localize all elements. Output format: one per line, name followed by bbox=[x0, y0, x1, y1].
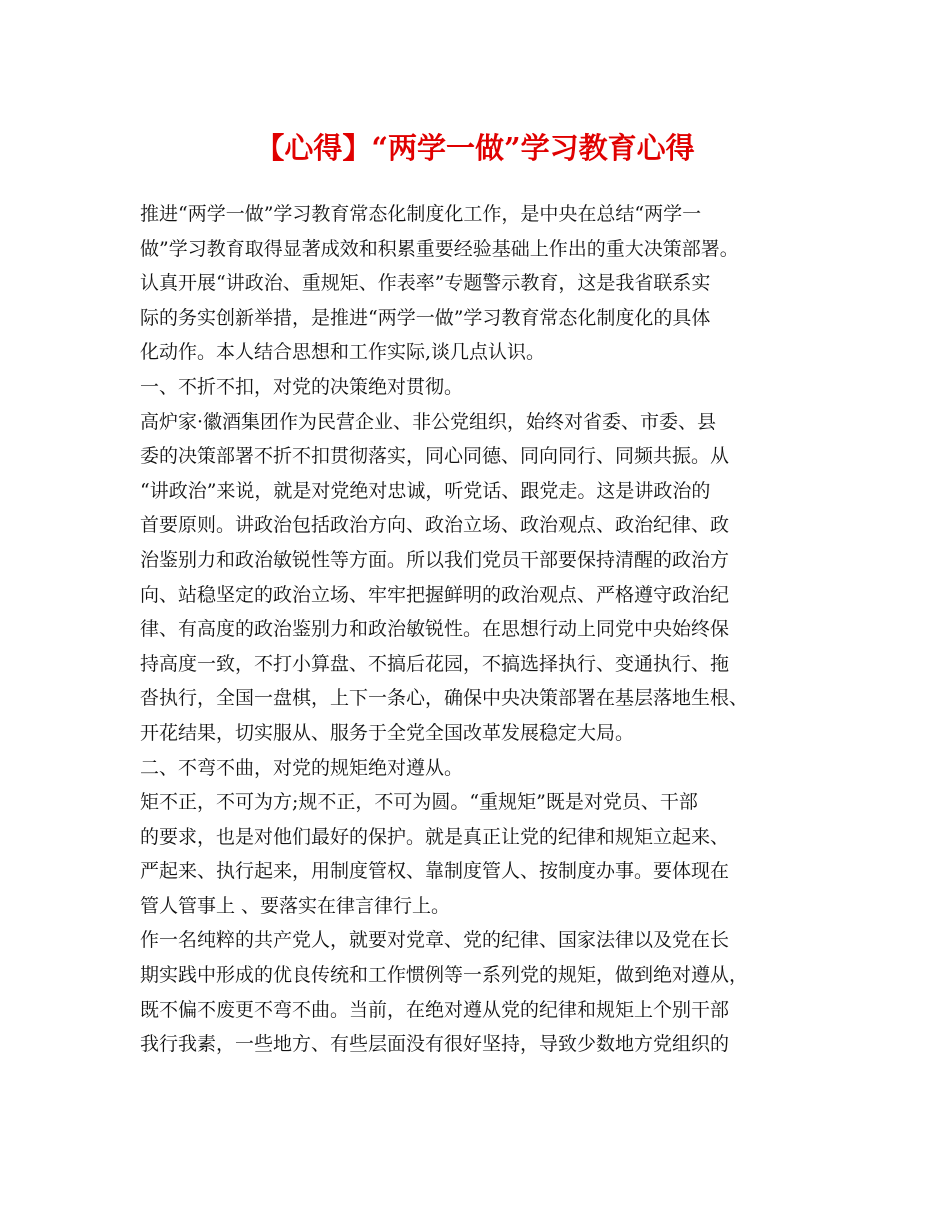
section-heading-2: 二、不弯不曲，对党的规矩绝对遵从。 bbox=[140, 756, 464, 779]
document-body bbox=[140, 197, 840, 1062]
section-heading-1: 一、不折不扣，对党的决策绝对贯彻。 bbox=[140, 375, 464, 398]
body-line: 做”学习教育取得显著成效和积累重要经验基础上作出的重大决策部署。 bbox=[140, 237, 739, 260]
body-line: 持高度一致，不打小算盘、不搞后花园，不搞选择执行、变通执行、拖 bbox=[140, 652, 730, 675]
body-line: 矩不正，不可为方;规不正，不可为圆。“重规矩”既是对党员、干部 bbox=[140, 791, 698, 814]
body-line: 管人管事上 、要落实在律言律行上。 bbox=[140, 894, 451, 917]
body-line: 高炉家·徽酒集团作为民营企业、非公党组织，始终对省委、市委、县 bbox=[140, 410, 717, 433]
body-line: 首要原则。讲政治包括政治方向、政治立场、政治观点、政治纪律、政 bbox=[140, 514, 730, 537]
document-title: 【心得】“两学一做”学习教育心得 bbox=[255, 131, 695, 165]
body-line: 我行我素，一些地方、有些层面没有很好坚持，导致少数地方党组织的 bbox=[140, 1033, 730, 1056]
body-line: 化动作。本人结合思想和工作实际,谈几点认识。 bbox=[140, 341, 546, 364]
body-line: 委的决策部署不折不扣贯彻落实，同心同德、同向同行、同频共振。从 bbox=[140, 445, 730, 468]
body-line: 向、站稳坚定的政治立场、牢牢把握鲜明的政治观点、严格遵守政治纪 bbox=[140, 583, 730, 606]
body-line: 律、有高度的政治鉴别力和政治敏锐性。在思想行动上同党中央始终保 bbox=[140, 618, 730, 641]
body-line: 期实践中形成的优良传统和工作惯例等一系列党的规矩，做到绝对遵从， bbox=[140, 964, 749, 987]
body-line: 作一名纯粹的共产党人，就要对党章、党的纪律、国家法律以及党在长 bbox=[140, 929, 730, 952]
body-line: 沓执行，全国一盘棋，上下一条心，确保中央决策部署在基层落地生根、 bbox=[140, 687, 749, 710]
body-line: 认真开展“讲政治、重规矩、作表率”专题警示教育，这是我省联系实 bbox=[140, 272, 711, 295]
body-line: 推进“两学一做”学习教育常态化制度化工作，是中央在总结“两学一 bbox=[140, 203, 702, 225]
body-line: 开花结果，切实服从、服务于全党全国改革发展稳定大局。 bbox=[140, 721, 635, 744]
body-line: “讲政治”来说，就是对党绝对忠诚，听党话、跟党走。这是讲政治的 bbox=[140, 479, 711, 502]
body-line: 治鉴别力和政治敏锐性等方面。所以我们党员干部要保持清醒的政治方 bbox=[140, 548, 730, 571]
body-line: 的要求，也是对他们最好的保护。就是真正让党的纪律和规矩立起来、 bbox=[140, 825, 730, 848]
body-line: 严起来、执行起来，用制度管权、靠制度管人、按制度办事。要体现在 bbox=[140, 860, 730, 883]
body-line: 际的务实创新举措，是推进“两学一做”学习教育常态化制度化的具体 bbox=[140, 306, 711, 329]
body-line: 既不偏不废更不弯不曲。当前，在绝对遵从党的纪律和规矩上个别干部 bbox=[140, 998, 730, 1021]
